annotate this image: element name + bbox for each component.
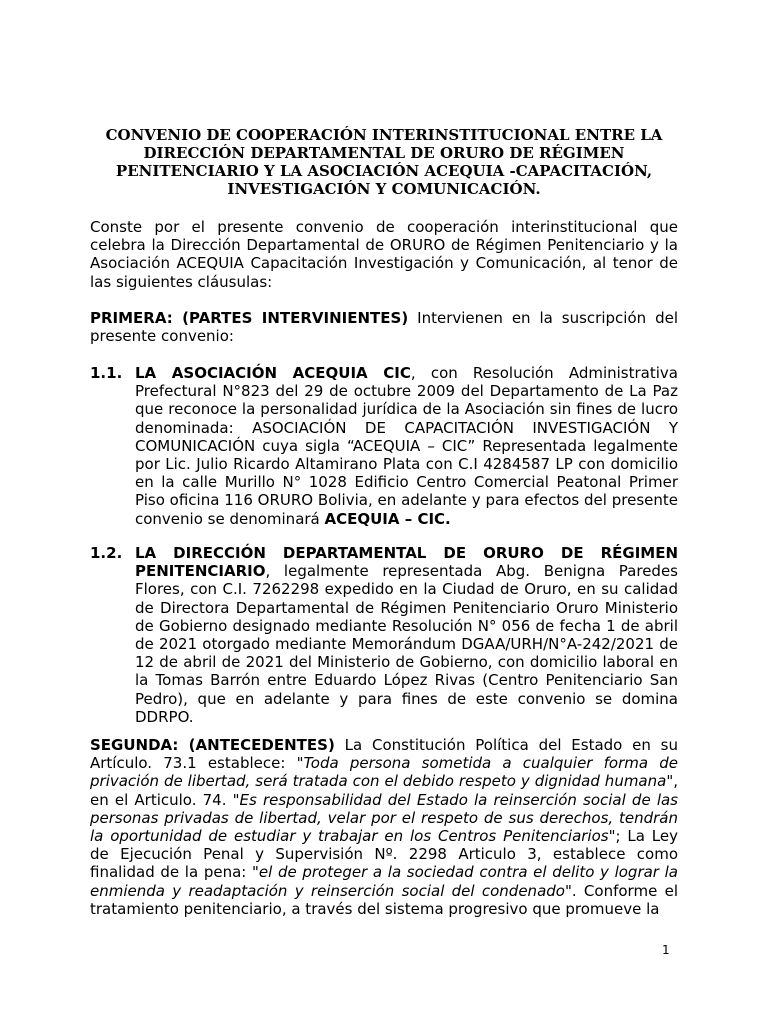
clause-segunda-text-3: "; La Ley de Ejecución Penal y Supervisión Nº. 2298 Articulo 3, establece como finalidad de la pena: " (90, 827, 678, 882)
item-1-1-body (135, 364, 678, 528)
clause-primera (90, 309, 678, 345)
intro-paragraph (90, 218, 678, 291)
item-1-1 (90, 364, 678, 528)
item-1-2-name: LA DIRECCIÓN DEPARTAMENTAL DE ORURO DE RÉGIMEN PENITENCIARIO (135, 544, 678, 581)
clause-segunda-text-2: ", en el Articulo. 74. " (90, 772, 678, 809)
clause-segunda-quote-2: Es responsabilidad del Estado la reinserción social de las personas privadas de libertad, velar por el respeto de sus derechos, tendrán la oportunidad de estudiar y trabajar en los Centros Penitenciarios (90, 790, 678, 846)
clause-segunda-heading: SEGUNDA: (ANTECEDENTES) (90, 736, 335, 754)
item-1-1-text: , con Resolución Administrativa Prefectural N°823 del 29 de octubre 2009 del Departamento de La Paz que reconoce la personalidad jurídica de la Asociación sin fines de lucro denominada: ASOCIACIÓN DE CAPACITACIÓN INVESTIGACIÓN Y COMUNICACIÓN cuya sigla “ACEQUIA – CIC” Representada legalmente por Lic. Julio Ricardo Altamirano Plata con C.I 4284587 LP con domicilio en la calle Murillo N° 1028 Edificio Centro Comercial Peatonal Primer Piso oficina 116 ORURO Bolivia, en adelante y para efectos del presente convenio se denominará (135, 364, 678, 528)
page-number: 1 (662, 943, 670, 957)
item-1-2-text: , legalmente representada Abg. Benigna Paredes Flores, con C.I. 7262298 expedido en la Ciudad de Oruro, en su calidad de Directora Departamental de Régimen Penitenciario Oruro Ministerio de Gobierno designado mediante Resolución N° 056 de fecha 1 de abril de 2021 otorgado mediante Memorándum DGAA/URH/N°A-242/2021 de 12 de abril de 2021 del Ministerio de Gobierno, con domicilio laboral en la Tomas Barrón entre Eduardo López Rivas (Centro Penitenciario San Pedro), que en adelante y para fines de este convenio se domina DDRPO. (135, 562, 678, 726)
document-title: CONVENIO DE COOPERACIÓN INTERINSTITUCIONAL ENTRE LA DIRECCIÓN DEPARTAMENTAL DE ORURO DE RÉGIMEN PENITENCIARIO Y LA ASOCIACIÓN ACEQUIA -CAPACITACIÓN, INVESTIGACIÓN Y COMUNICACIÓN. (105, 126, 663, 198)
clause-segunda-text-4: ". Conforme el tratamiento penitenciario, a través del sistema progresivo que promueve la (90, 881, 678, 918)
clause-segunda-quote-1: Toda persona sometida a cualquier forma de privación de libertad, será tratada con el debido respeto y dignidad humana (90, 754, 678, 791)
item-1-2 (90, 544, 678, 726)
clause-primera-heading: PRIMERA: (PARTES INTERVINIENTES) (90, 309, 409, 327)
intro-text: Conste por el presente convenio de cooperación interinstitucional que celebra la Dirección Departamental de ORURO de Régimen Penitenciario y la Asociación ACEQUIA Capacitación Investigación y Comunicación, al tenor de las siguientes cláusulas: (90, 218, 678, 291)
clause-primera-text: Intervienen en la suscripción del presente convenio: (90, 309, 678, 346)
item-1-1-number: 1.1. (90, 364, 123, 382)
item-1-2-body (135, 544, 678, 726)
clause-segunda (90, 736, 678, 918)
item-1-2-number: 1.2. (90, 544, 123, 562)
clause-segunda-quote-3: el de proteger a la sociedad contra el delito y lograr la enmienda y readaptación y reinserción social del condenado (90, 863, 678, 900)
item-1-1-alias: ACEQUIA – CIC. (324, 509, 451, 528)
clause-segunda-text-1: La Constitución Política del Estado en su Artículo. 73.1 establece: " (90, 736, 679, 773)
item-1-1-name: LA ASOCIACIÓN ACEQUIA CIC (135, 364, 411, 382)
